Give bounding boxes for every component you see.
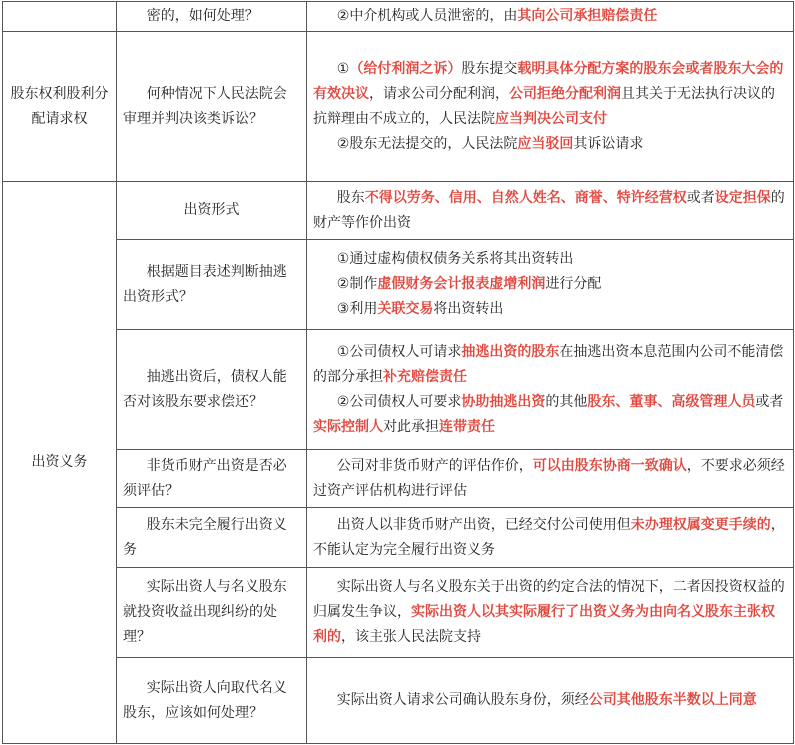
body-text: ①通过虚构债权债务关系将其出资转出 (336, 251, 574, 267)
highlight-text: 实际出资人以其实际履行了出资义务为由向名义股东主张权利的 (313, 604, 775, 645)
body-text: ②中介机构或人员泄密的，由 (336, 8, 518, 24)
answer-cell (307, 450, 794, 508)
answer-cell (307, 508, 794, 568)
answer-cell (307, 658, 794, 744)
body-text: ②制作 (336, 276, 378, 292)
answer-cell (307, 182, 794, 240)
body-text: 对此承担 (383, 418, 439, 435)
body-text: ① (336, 60, 350, 77)
body-text: 实际出资人与名义股东关于出资的约定合法的情况下，二者因投资权益的归属发生争议， (313, 579, 785, 620)
answer-cell (307, 2, 794, 32)
highlight-text: 应当判决公司支付 (495, 110, 607, 127)
answer-cell (307, 568, 794, 658)
answer-para (313, 340, 787, 390)
question-cell: 密的，如何处理？ (117, 2, 307, 32)
table-row (3, 330, 794, 450)
table-row (3, 568, 794, 658)
table-row (3, 450, 794, 508)
highlight-text: 关联交易 (377, 301, 434, 317)
body-text: 或者 (755, 393, 784, 410)
body-text: 股东提交 (461, 60, 518, 77)
highlight-text: 其向公司承担赔偿责任 (517, 8, 658, 24)
highlight-text: 公司其他股东半数以上同意 (588, 692, 757, 708)
answer-cell (307, 32, 794, 182)
question-cell: 抽逃出资后，债权人能否对该股东要求偿还？ (117, 330, 307, 450)
body-text: 股东 (336, 189, 365, 206)
highlight-text: 连带责任 (439, 418, 495, 435)
table-row (3, 2, 794, 32)
body-text: 在抽逃出资本息范围内公司不能清偿的部分承担 (313, 343, 784, 385)
highlight-text: 股东、董事、高级管理人员 (587, 393, 756, 410)
answer-para (313, 454, 787, 504)
table-row (3, 240, 794, 330)
body-text: 其诉讼请求 (573, 135, 644, 152)
highlight-text: 应当驳回 (517, 135, 574, 152)
question-cell: 何种情况下人民法院会审理并判决该类诉讼？ (117, 32, 307, 182)
highlight-text: 公司拒绝分配利润 (509, 85, 621, 102)
body-text: 的其他 (545, 393, 588, 410)
body-text: 且其关于无法执行决议的抗辩理由不成立的，人民法院 (313, 85, 775, 127)
body-text: ②公司债权人可要求 (336, 393, 462, 410)
body-text: ①公司债权人可请求 (336, 343, 462, 360)
answer-para (313, 4, 787, 29)
table-row (3, 32, 794, 182)
answer-para (313, 132, 787, 157)
body-text: 出资人以非货币财产出资，已经交付公司使用但 (336, 516, 631, 533)
table-row (3, 508, 794, 568)
highlight-text: 未办理权属变更手续的 (630, 516, 771, 533)
table-row (3, 182, 794, 240)
answer-cell (307, 330, 794, 450)
highlight-text: 虚假财务会计报表虚增利润 (377, 276, 546, 292)
answer-para (313, 513, 787, 563)
highlight-text: 抽逃出资的股东 (461, 343, 560, 360)
highlight-text: 设定担保 (714, 189, 771, 206)
question-cell: 出资形式 (117, 182, 307, 240)
question-cell: 实际出资人向取代名义股东，应该如何处理？ (117, 658, 307, 744)
highlight-text: 可以由股东协商一致确认 (532, 457, 687, 474)
category-cell: 股东权利股利分配请求权 (3, 32, 117, 182)
question-cell: 实际出资人与名义股东就投资收益出现纠纷的处理？ (117, 568, 307, 658)
answer-para (313, 272, 787, 297)
highlight-text: 补充赔偿责任 (383, 368, 467, 385)
answer-para (313, 57, 787, 132)
highlight-text: 不得以劳务、信用、自然人姓名、商誉、特许经营权 (364, 189, 687, 206)
answer-para (313, 688, 787, 713)
body-text: ，不要求必须经过资产评估机构进行评估 (313, 457, 785, 499)
body-text: 进行分配 (545, 276, 602, 292)
body-text: 的财产等作价出资 (313, 189, 785, 231)
body-text: ，请求公司分配利润， (369, 85, 509, 102)
answer-para (313, 186, 787, 236)
question-cell: 根据题目表述判断抽逃出资形式？ (117, 240, 307, 330)
answer-para (313, 390, 787, 440)
answer-para (313, 247, 787, 272)
category-cell: 出资义务 (3, 182, 117, 744)
highlight-text: 实际控制人 (313, 418, 383, 435)
highlight-text: 载明具体分配方案的股东会或者股东大会的有效决议 (313, 60, 784, 102)
answer-cell (307, 240, 794, 330)
body-text: 将出资转出 (433, 301, 504, 317)
category-cell (3, 2, 117, 32)
body-text: 实际出资人请求公司确认股东身份，须经 (336, 692, 589, 708)
body-text: ，该主张人民法院支持 (341, 629, 481, 645)
answer-para (313, 575, 787, 650)
question-cell: 非货币财产出资是否必须评估？ (117, 450, 307, 508)
answer-para (313, 297, 787, 322)
body-text: 公司对非货币财产的评估作价， (336, 457, 533, 474)
body-text: ③利用 (336, 301, 378, 317)
law-table (2, 1, 794, 744)
table-row (3, 658, 794, 744)
question-cell: 股东未完全履行出资义务 (117, 508, 307, 568)
highlight-text: （给付利润之诉） (349, 60, 462, 77)
highlight-text: 协助抽逃出资 (461, 393, 546, 410)
body-text: 或者 (686, 189, 715, 206)
body-text: ，不能认定为完全履行出资义务 (313, 516, 785, 558)
body-text: ②股东无法提交的，人民法院 (336, 135, 518, 152)
